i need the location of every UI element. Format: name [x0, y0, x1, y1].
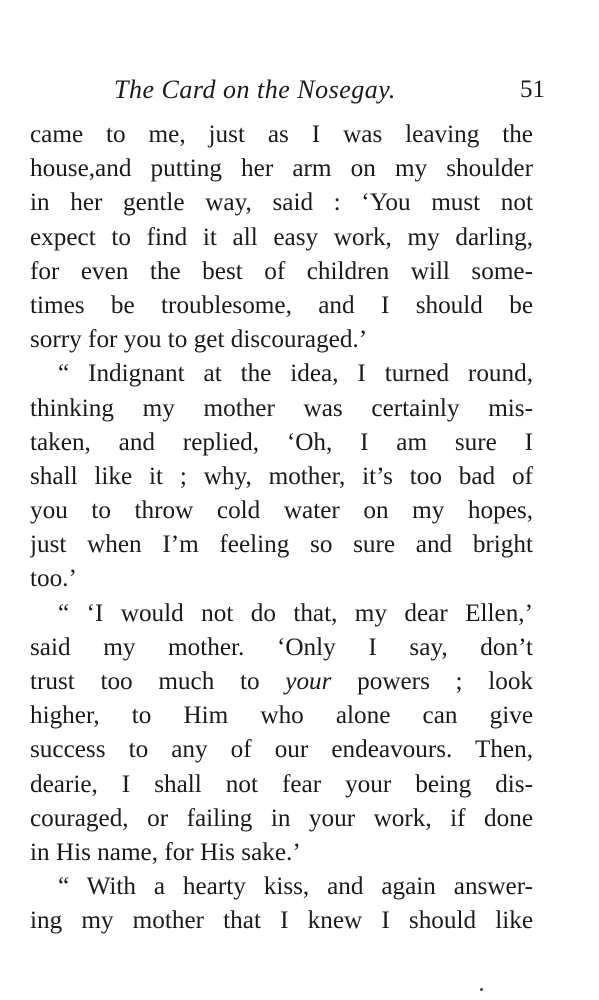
page-number: 51	[520, 76, 545, 103]
page-header	[30, 72, 545, 108]
text-line: just when I’m feeling so sure and bright	[30, 531, 533, 559]
text-segment: trust too much to	[30, 668, 260, 695]
text-line: for even the best of children will some-	[30, 257, 533, 285]
text-line: dearie, I shall not fear your being dis-	[30, 770, 533, 798]
text-line: thinking my mother was certainly mis-	[30, 394, 533, 422]
text-line: you to throw cold water on my hopes,	[30, 497, 533, 525]
text-line: taken, and replied, ‘Oh, I am sure I	[30, 428, 533, 456]
text-line: in her gentle way, said : ‘You must not	[30, 189, 533, 217]
text-line: expect to find it all easy work, my darling,	[30, 223, 533, 251]
text-line: times be troublesome, and I should be	[30, 291, 533, 319]
text-line: too.’	[30, 565, 77, 593]
text-line: shall like it ; why, mother, it’s too bad of	[30, 462, 533, 490]
body-text	[30, 118, 533, 939]
text-line: ing my mother that I knew I should like	[30, 907, 533, 935]
running-head: The Card on the Nosegay.	[114, 75, 396, 104]
text-line: came to me, just as I was leaving the	[30, 121, 533, 148]
text-line-with-emphasis	[30, 665, 533, 699]
text-line: success to any of our endeavours. Then,	[30, 736, 533, 764]
text-line: in His name, for His sake.’	[30, 838, 301, 866]
text-line: higher, to Him who alone can give	[30, 702, 533, 730]
text-line: said my mother. ‘Only I say, don’t	[30, 633, 533, 661]
text-line: “ With a hearty kiss, and again answer-	[58, 873, 533, 901]
emphasized-word: your	[285, 668, 332, 695]
text-line: “ ‘I would not do that, my dear Ellen,’	[58, 599, 533, 627]
print-speck	[480, 988, 483, 991]
text-line: house,and putting her arm on my shoulder	[30, 155, 533, 183]
text-line: “ Indignant at the idea, I turned round,	[58, 360, 533, 388]
text-segment: powers ; look	[357, 668, 533, 695]
text-line: sorry for you to get discouraged.’	[30, 326, 368, 354]
text-line: couraged, or failing in your work, if done	[30, 804, 533, 832]
